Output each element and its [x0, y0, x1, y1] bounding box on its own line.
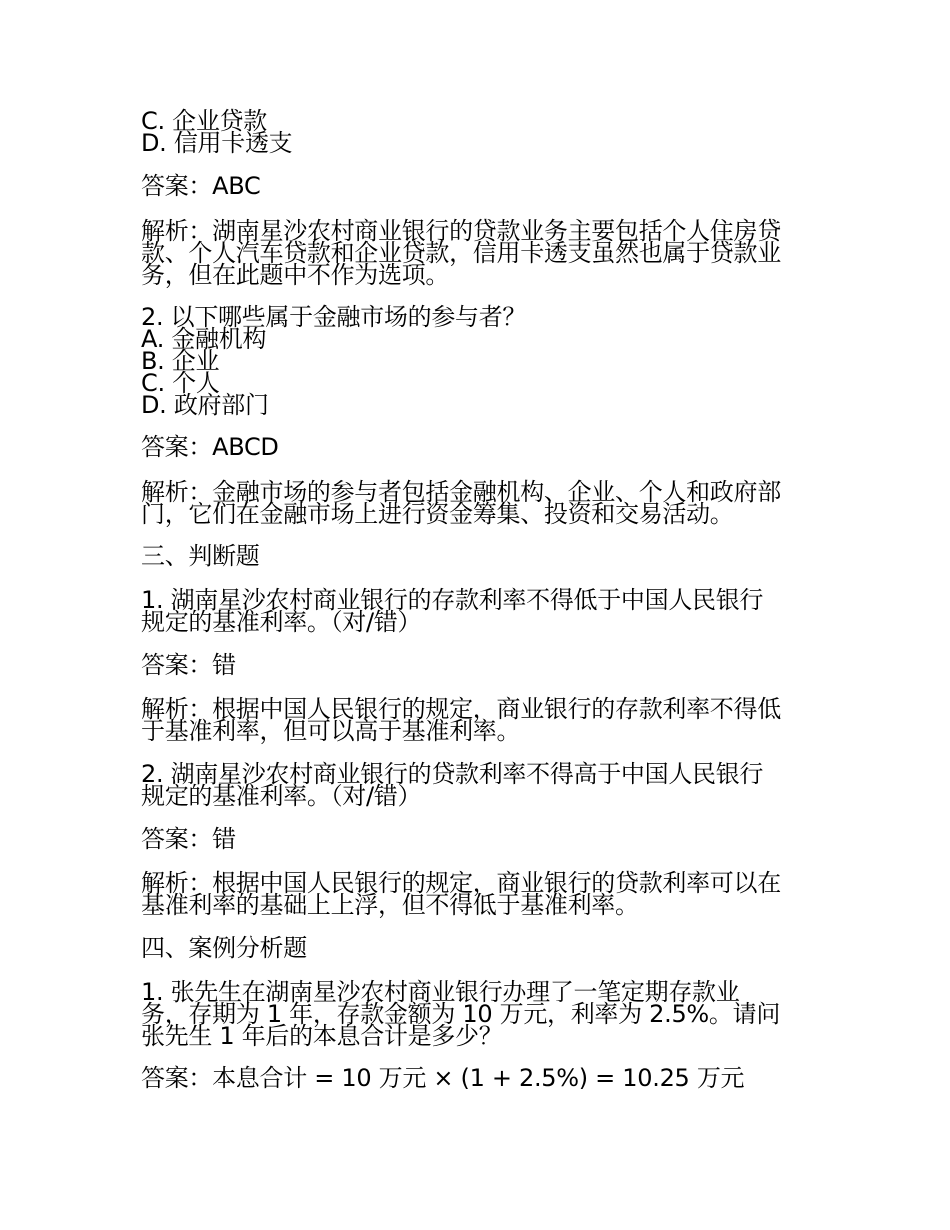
question-text: 规定的基准利率。（对/错）	[141, 782, 422, 810]
judgment-answer-2	[141, 825, 821, 853]
options-c-d	[141, 107, 821, 157]
answer-text: 答案：错	[141, 651, 236, 679]
option-c: C. 个人	[141, 369, 220, 397]
question-2	[141, 303, 821, 419]
section-heading-case-analysis	[141, 934, 821, 962]
question-text: 1. 湖南星沙农村商业银行的存款利率不得低于中国人民银行	[141, 586, 764, 614]
section-title: 三、判断题	[141, 542, 260, 570]
explanation-line: 门，它们在金融市场上进行资金筹集、投资和交易活动。	[141, 500, 734, 528]
option-b: B. 企业	[141, 347, 220, 375]
question-text: 2. 湖南星沙农村商业银行的贷款利率不得高于中国人民银行	[141, 760, 764, 788]
explanation-1	[141, 217, 821, 289]
answer-text: 答案：ABCD	[141, 433, 279, 461]
answer-text: 答案：本息合计 = 10 万元 × (1 + 2.5%) = 10.25 万元	[141, 1064, 745, 1092]
answer-2	[141, 433, 821, 461]
case-answer-1	[141, 1064, 821, 1092]
explanation-line: 务，但在此题中不作为选项。	[141, 261, 450, 289]
judgment-question-2	[141, 760, 821, 810]
explanation-line: 解析：湖南星沙农村商业银行的贷款业务主要包括个人住房贷	[141, 217, 781, 245]
explanation-line: 解析：金融市场的参与者包括金融机构、企业、个人和政府部	[141, 478, 781, 506]
section-heading-judgment	[141, 542, 821, 570]
question-text: 规定的基准利率。（对/错）	[141, 608, 422, 636]
question-text: 2. 以下哪些属于金融市场的参与者？	[141, 303, 527, 331]
option-a: A. 金融机构	[141, 325, 267, 353]
explanation-line: 解析：根据中国人民银行的规定，商业银行的存款利率不得低	[141, 695, 781, 723]
explanation-line: 解析：根据中国人民银行的规定，商业银行的贷款利率可以在	[141, 869, 781, 897]
question-text: 张先生 1 年后的本息合计是多少？	[141, 1022, 503, 1050]
question-text: 1. 张先生在湖南星沙农村商业银行办理了一笔定期存款业	[141, 978, 740, 1006]
answer-text: 答案：错	[141, 825, 236, 853]
judgment-explanation-2	[141, 869, 821, 919]
section-title: 四、案例分析题	[141, 934, 307, 962]
answer-1	[141, 172, 821, 200]
question-text: 务，存期为 1 年，存款金额为 10 万元，利率为 2.5%。请问	[141, 1000, 781, 1028]
option-c: C. 企业贷款	[141, 107, 267, 135]
explanation-line: 于基准利率，但可以高于基准利率。	[141, 717, 521, 745]
option-d: D. 政府部门	[141, 391, 269, 419]
judgment-explanation-1	[141, 695, 821, 745]
option-d: D. 信用卡透支	[141, 129, 293, 157]
answer-text: 答案：ABC	[141, 172, 261, 200]
explanation-line: 基准利率的基础上上浮，但不得低于基准利率。	[141, 891, 639, 919]
judgment-question-1	[141, 586, 821, 636]
judgment-answer-1	[141, 651, 821, 679]
explanation-line: 款、个人汽车贷款和企业贷款，信用卡透支虽然也属于贷款业	[141, 239, 781, 267]
case-question-1	[141, 978, 821, 1050]
explanation-2	[141, 478, 821, 528]
